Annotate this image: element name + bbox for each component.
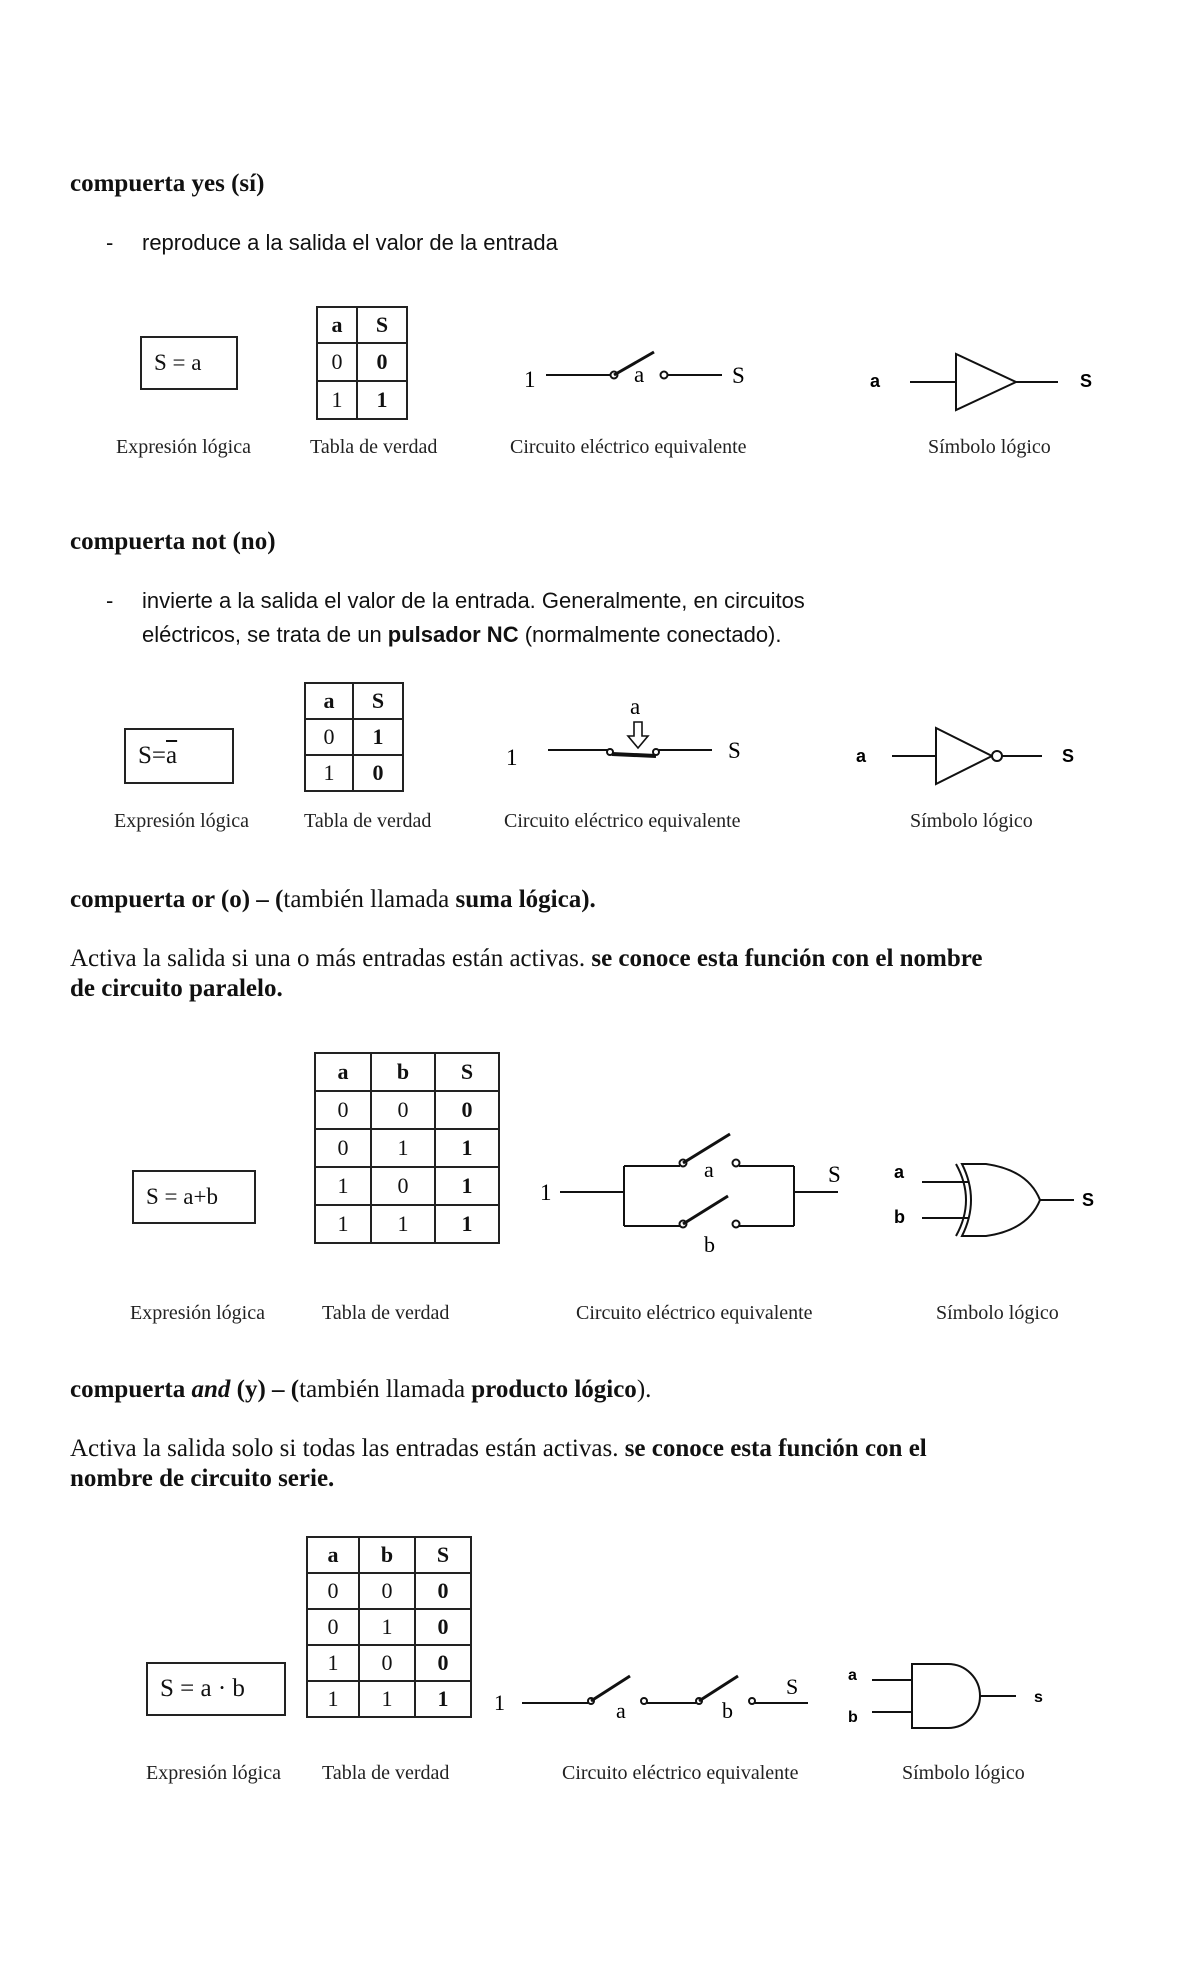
table-header-row bbox=[315, 1053, 499, 1091]
circuit-switch-label: a bbox=[634, 362, 645, 387]
or-caption-table: Tabla de verdad bbox=[322, 1302, 450, 1324]
table-cell: 1 bbox=[371, 1205, 435, 1243]
table-cell: 0 bbox=[317, 343, 357, 381]
not-caption-table: Tabla de verdad bbox=[304, 810, 432, 832]
table-cell: 0 bbox=[315, 1091, 371, 1129]
yes-circuit-diagram bbox=[510, 340, 770, 400]
table-cell: 1 bbox=[435, 1205, 499, 1243]
table-header-cell: S bbox=[415, 1537, 471, 1573]
yes-caption-table: Tabla de verdad bbox=[310, 436, 438, 458]
and-gate-icon bbox=[912, 1664, 980, 1728]
not-logic-symbol bbox=[856, 724, 1106, 794]
circuit-output-label: S bbox=[732, 363, 745, 388]
table-cell: 1 bbox=[435, 1129, 499, 1167]
buffer-triangle-icon bbox=[956, 354, 1016, 410]
circuit-switch-b-label: b bbox=[704, 1232, 715, 1257]
circuit-input-label: 1 bbox=[540, 1180, 552, 1205]
and-heading: compuerta and (y) – (también llamada producto lógico). bbox=[70, 1376, 652, 1403]
table-header-cell: b bbox=[359, 1537, 415, 1573]
table-cell: 1 bbox=[359, 1681, 415, 1717]
circuit-input-label: 1 bbox=[506, 745, 518, 770]
circuit-switch-a-label: a bbox=[616, 1698, 626, 1723]
table-cell: 0 bbox=[371, 1091, 435, 1129]
or-gate-icon bbox=[962, 1164, 1040, 1236]
and-caption-table: Tabla de verdad bbox=[322, 1762, 450, 1784]
yes-heading: compuerta yes (sí) bbox=[70, 170, 265, 197]
symbol-output-label: s bbox=[1034, 1689, 1043, 1706]
not-triangle-icon bbox=[936, 728, 992, 784]
and-expression-box bbox=[146, 1662, 286, 1716]
and-circuit-diagram bbox=[492, 1666, 832, 1736]
not-expression: $S=\overline{a}$ bbox=[138, 742, 178, 769]
circuit-switch-a-label: a bbox=[704, 1157, 714, 1182]
table-cell: 1 bbox=[357, 381, 407, 419]
and-caption-expression: Expresión lógica bbox=[146, 1762, 281, 1784]
yes-caption-symbol: Símbolo lógico bbox=[928, 436, 1051, 458]
table-header-cell: S bbox=[435, 1053, 499, 1091]
or-caption-circuit: Circuito eléctrico equivalente bbox=[576, 1302, 813, 1324]
symbol-input-a-label: a bbox=[894, 1162, 905, 1182]
table-row bbox=[307, 1645, 471, 1681]
symbol-input-a-label: a bbox=[848, 1667, 857, 1684]
table-cell: 1 bbox=[415, 1681, 471, 1717]
not-truth-table bbox=[304, 682, 404, 792]
not-bullet-bold: pulsador NC bbox=[387, 622, 519, 647]
circuit-output-label: S bbox=[828, 1162, 841, 1187]
not-caption-circuit: Circuito eléctrico equivalente bbox=[504, 810, 741, 832]
push-arrow-icon bbox=[628, 722, 648, 748]
and-paragraph: Activa la salida solo si todas las entradas están activas. se conoce esta función con el nombre de circuito serie. bbox=[70, 1435, 927, 1492]
table-row bbox=[305, 755, 403, 791]
symbol-input-label: a bbox=[870, 371, 881, 391]
table-cell: 0 bbox=[415, 1609, 471, 1645]
not-circuit-diagram bbox=[506, 688, 766, 778]
or-caption-expression: Expresión lógica bbox=[130, 1302, 265, 1324]
yes-expression: S = a bbox=[154, 350, 202, 375]
table-header-row bbox=[307, 1537, 471, 1573]
table-row bbox=[315, 1167, 499, 1205]
table-cell: 1 bbox=[315, 1205, 371, 1243]
and-logic-symbol bbox=[848, 1660, 1068, 1740]
or-paragraph-bold: se conoce esta función con el nombre de circuito paralelo. bbox=[70, 945, 983, 1002]
table-cell: 0 bbox=[435, 1091, 499, 1129]
or-caption-symbol: Símbolo lógico bbox=[936, 1302, 1059, 1324]
table-header-cell: a bbox=[317, 307, 357, 343]
circuit-input-label: 1 bbox=[494, 1690, 505, 1715]
table-header-cell: b bbox=[371, 1053, 435, 1091]
table-cell: 1 bbox=[305, 755, 353, 791]
circuit-input-label: 1 bbox=[524, 367, 536, 392]
table-cell: 1 bbox=[307, 1645, 359, 1681]
table-cell: 1 bbox=[317, 381, 357, 419]
and-truth-table bbox=[306, 1536, 472, 1718]
not-bubble-icon bbox=[992, 751, 1002, 761]
symbol-input-b-label: b bbox=[848, 1709, 858, 1726]
symbol-input-b-label: b bbox=[894, 1207, 905, 1227]
table-row bbox=[315, 1091, 499, 1129]
table-cell: 0 bbox=[359, 1573, 415, 1609]
symbol-output-label: S bbox=[1080, 371, 1093, 391]
yes-bullet-text: reproduce a la salida el valor de la entrada bbox=[142, 230, 558, 255]
or-expression: S = a+b bbox=[146, 1184, 218, 1209]
yes-logic-symbol bbox=[870, 350, 1120, 420]
table-row bbox=[315, 1205, 499, 1243]
table-cell: 0 bbox=[415, 1573, 471, 1609]
circuit-output-label: S bbox=[786, 1674, 799, 1699]
table-cell: 1 bbox=[359, 1609, 415, 1645]
symbol-output-label: S bbox=[1062, 746, 1075, 766]
not-bullet: - invierte a la salida el valor de la entrada. Generalmente, en circuitos eléctricos, se trata de un pulsador NC (normalmente conectado). bbox=[106, 584, 906, 654]
table-cell: 1 bbox=[371, 1129, 435, 1167]
yes-caption-expression: Expresión lógica bbox=[116, 436, 251, 458]
not-expression-box bbox=[124, 728, 234, 784]
table-cell: 0 bbox=[307, 1609, 359, 1645]
or-truth-table bbox=[314, 1052, 500, 1244]
or-circuit-diagram bbox=[538, 1118, 858, 1268]
not-bullet-text: invierte a la salida el valor de la entrada. Generalmente, en circuitos eléctricos, se trata de un pulsador NC (normalmente conectado). bbox=[142, 588, 805, 647]
circuit-switch-b-label: b bbox=[722, 1698, 733, 1723]
table-cell: 0 bbox=[305, 719, 353, 755]
table-row bbox=[317, 381, 407, 419]
yes-expression-box bbox=[140, 336, 238, 390]
table-header-cell: a bbox=[305, 683, 353, 719]
table-row bbox=[307, 1681, 471, 1717]
table-row bbox=[305, 719, 403, 755]
table-cell: 0 bbox=[357, 343, 407, 381]
and-expression: S = a · b bbox=[160, 1675, 245, 1702]
table-cell: 0 bbox=[353, 755, 403, 791]
yes-truth-table bbox=[316, 306, 408, 420]
and-caption-symbol: Símbolo lógico bbox=[902, 1762, 1025, 1784]
not-heading: compuerta not (no) bbox=[70, 528, 276, 555]
table-header-cell: S bbox=[357, 307, 407, 343]
table-header-row bbox=[305, 683, 403, 719]
table-cell: 0 bbox=[359, 1645, 415, 1681]
table-row bbox=[315, 1129, 499, 1167]
and-paragraph-bold: se conoce esta función con el nombre de circuito serie. bbox=[70, 1435, 927, 1492]
not-caption-expression: Expresión lógica bbox=[114, 810, 249, 832]
table-header-cell: a bbox=[307, 1537, 359, 1573]
symbol-output-label: S bbox=[1082, 1190, 1095, 1210]
or-heading: compuerta or (o) – (también llamada suma lógica). bbox=[70, 886, 596, 913]
table-cell: 1 bbox=[307, 1681, 359, 1717]
table-row bbox=[307, 1573, 471, 1609]
table-header-row bbox=[317, 307, 407, 343]
and-caption-circuit: Circuito eléctrico equivalente bbox=[562, 1762, 799, 1784]
table-header-cell: a bbox=[315, 1053, 371, 1091]
yes-caption-circuit: Circuito eléctrico equivalente bbox=[510, 436, 747, 458]
circuit-output-label: S bbox=[728, 738, 741, 763]
table-cell: 0 bbox=[315, 1129, 371, 1167]
table-header-cell: S bbox=[353, 683, 403, 719]
or-paragraph: Activa la salida si una o más entradas están activas. se conoce esta función con el nombre de circuito paralelo. bbox=[70, 945, 983, 1002]
or-expression-box bbox=[132, 1170, 256, 1224]
or-logic-symbol bbox=[888, 1150, 1128, 1240]
table-cell: 1 bbox=[435, 1167, 499, 1205]
table-cell: 0 bbox=[307, 1573, 359, 1609]
table-row bbox=[317, 343, 407, 381]
not-caption-symbol: Símbolo lógico bbox=[910, 810, 1033, 832]
symbol-input-label: a bbox=[856, 746, 867, 766]
table-cell: 1 bbox=[315, 1167, 371, 1205]
circuit-switch-label: a bbox=[630, 694, 641, 719]
table-row bbox=[307, 1609, 471, 1645]
table-cell: 0 bbox=[371, 1167, 435, 1205]
table-cell: 1 bbox=[353, 719, 403, 755]
table-cell: 0 bbox=[415, 1645, 471, 1681]
